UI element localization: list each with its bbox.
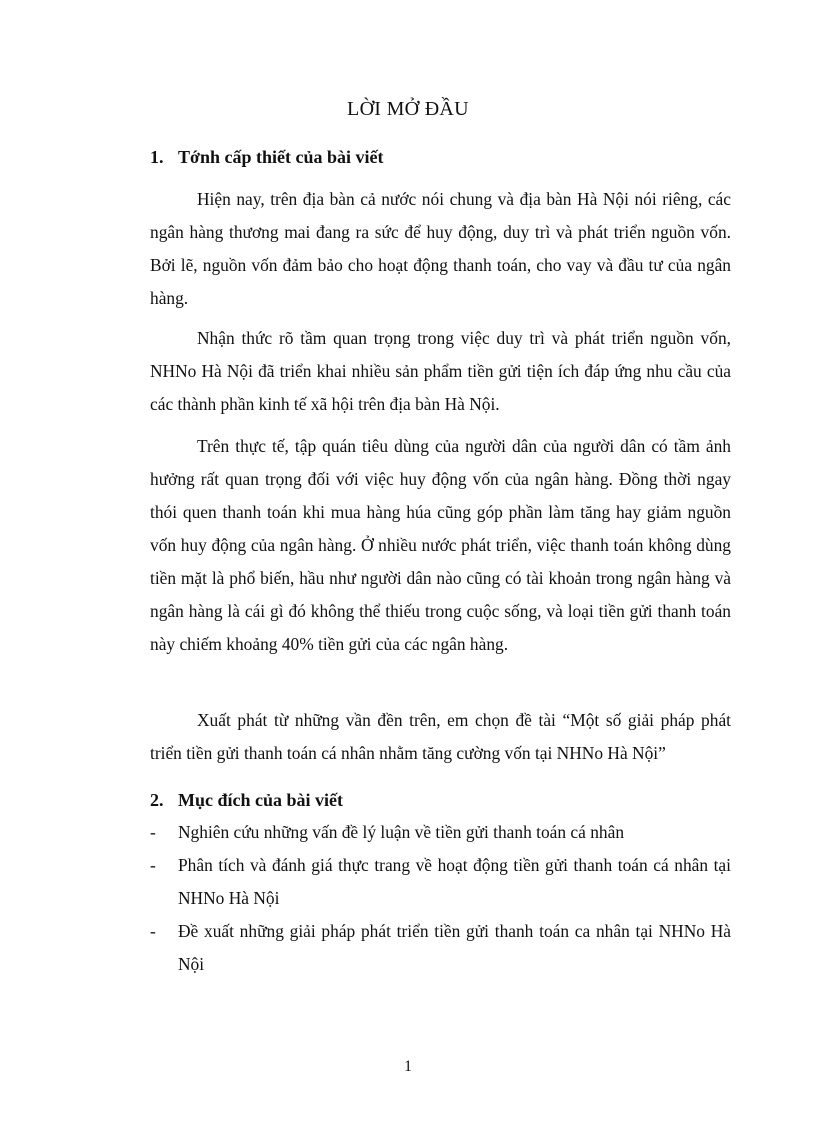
- section-heading-text: Mục đích của bài viết: [178, 790, 343, 810]
- dash-bullet: -: [150, 855, 156, 875]
- paragraph: Xuất phát từ những vần đền trên, em chọn đề tài “Một số giải pháp phát triển tiền gửi thanh toán cá nhân nhằm tăng cường vốn tại NHNo Hà Nội”: [150, 710, 731, 763]
- list-item: [150, 915, 731, 981]
- paragraph: Hiện nay, trên địa bàn cả nước nói chung và địa bàn Hà Nội nói riêng, các ngân hàng thương mai đang ra sức để huy động, duy trì và phát triển nguồn vốn. Bởi lẽ, nguồn vốn đảm bảo cho hoạt động thanh toán, cho vay và đầu tư của ngân hàng.: [150, 189, 731, 308]
- section-number: 1.: [150, 147, 164, 167]
- section-heading-text: Tớnh cấp thiết của bài viết: [178, 147, 384, 167]
- dash-bullet: -: [150, 822, 156, 842]
- list-item-text: Nghiên cứu những vấn đề lý luận về tiền gửi thanh toán cá nhân: [178, 822, 625, 842]
- page-title: LỜI MỞ ĐẦU: [347, 98, 469, 120]
- list-item-text: Đề xuất những giải pháp phát triển tiền gửi thanh toán ca nhân tại NHNo Hà Nội: [178, 921, 731, 974]
- page-number: 1: [404, 1058, 412, 1075]
- purpose-list: [150, 816, 731, 981]
- list-item: [150, 849, 731, 915]
- paragraph: Nhận thức rõ tầm quan trọng trong việc duy trì và phát triển nguồn vốn, NHNo Hà Nội đã triển khai nhiều sản phẩm tiền gửi tiện ích đáp ứng nhu cầu của các thành phần kinh tế xã hội trên địa bàn Hà Nội.: [150, 328, 731, 414]
- section-number: 2.: [150, 790, 164, 810]
- dash-bullet: -: [150, 921, 156, 941]
- section-heading-2: [150, 790, 343, 811]
- list-item: [150, 816, 731, 849]
- section-heading-1: [150, 147, 383, 168]
- list-item-text: Phân tích và đánh giá thực trang về hoạt động tiền gửi thanh toán cá nhân tại NHNo Hà Nội: [178, 855, 731, 908]
- paragraph: Trên thực tế, tập quán tiêu dùng của người dân của người dân có tầm ảnh hưởng rất quan trọng đối với việc huy động vốn của ngân hàng. Đồng thời ngay thói quen thanh toán khi mua hàng húa cũng góp phần làm tăng hay giảm nguồn vốn huy động của ngân hàng. Ở nhiều nước phát triển, việc thanh toán không dùng tiền mặt là phổ biến, hầu như người dân nào cũng có tài khoản trong ngân hàng và ngân hàng là cái gì đó không thể thiếu trong cuộc sống, và loại tiền gửi thanh toán này chiếm khoảng 40% tiền gửi của các ngân hàng.: [150, 436, 731, 654]
